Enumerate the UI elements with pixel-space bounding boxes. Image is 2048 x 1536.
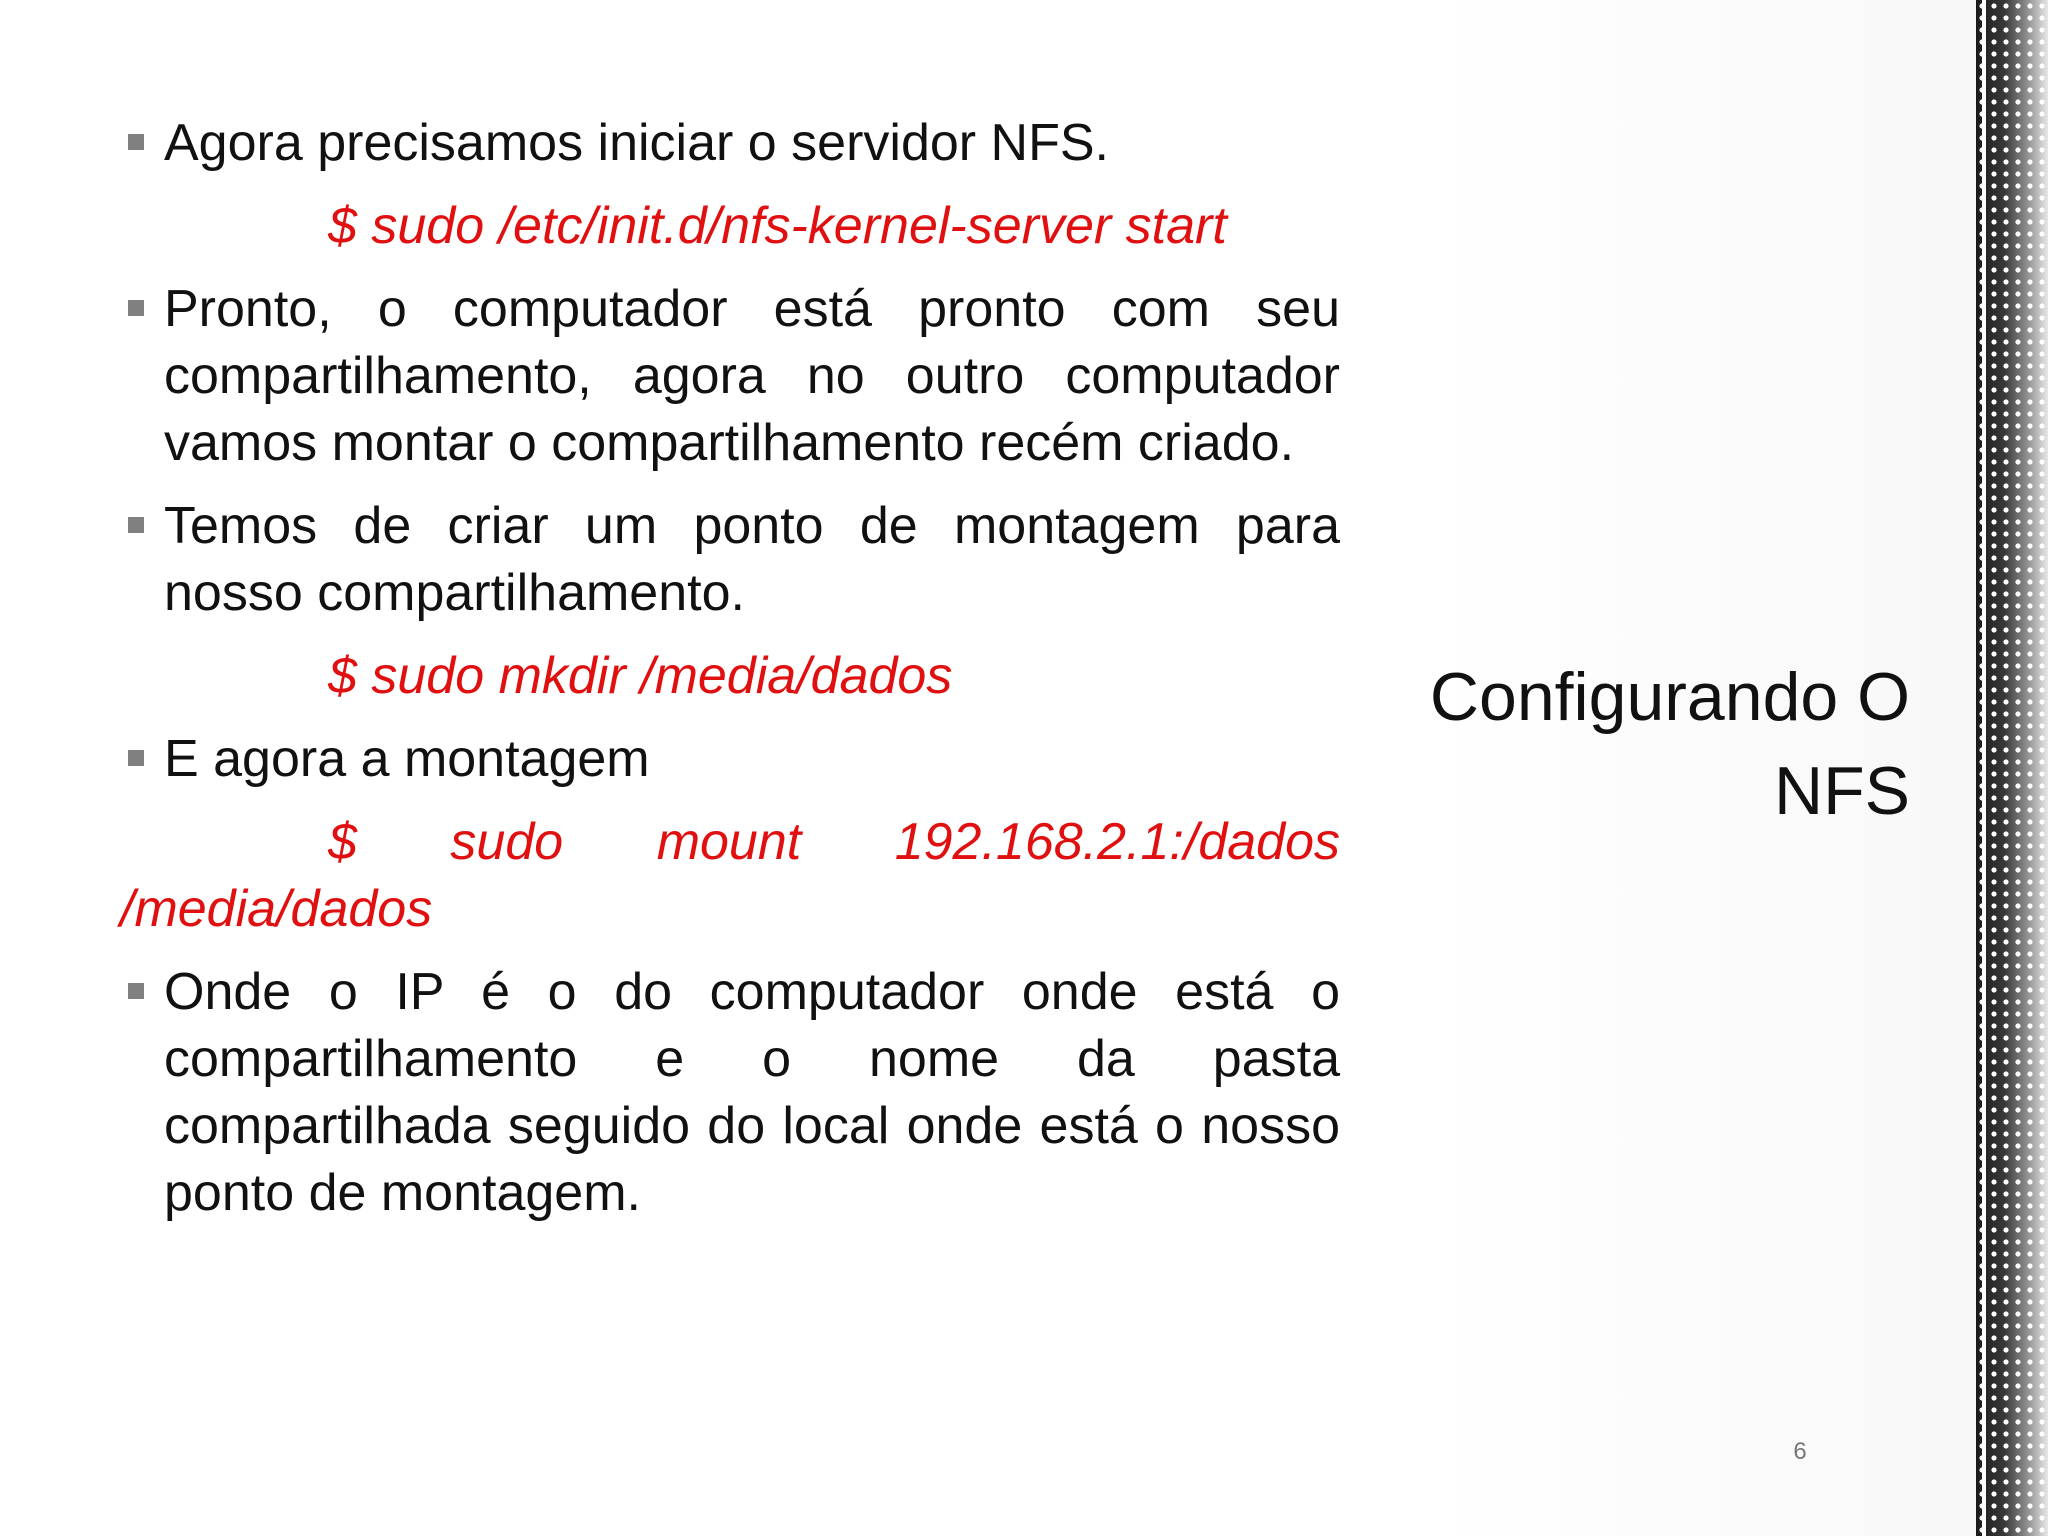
square-bullet-icon bbox=[128, 300, 144, 316]
command-start-server: $ sudo /etc/init.d/nfs-kernel-server start bbox=[328, 197, 1227, 255]
bullet-text: E agora a montagem bbox=[164, 730, 650, 788]
bullet-text: Onde o IP é o do computador onde está o compartilhamento e o nome da pasta compartilhada seguido do local onde está o nosso ponto de montagem. bbox=[164, 963, 1340, 1222]
bullet-item bbox=[120, 726, 1340, 793]
square-bullet-icon bbox=[128, 750, 144, 766]
square-bullet-icon bbox=[128, 517, 144, 533]
slide-title: Configurando O NFS bbox=[1429, 659, 1910, 829]
command-mount-line2: /media/dados bbox=[120, 880, 433, 938]
bullet-text: Agora precisamos iniciar o servidor NFS. bbox=[164, 114, 1109, 172]
square-bullet-icon bbox=[128, 134, 144, 150]
page-number: 6 bbox=[1793, 1438, 1807, 1465]
bullet-item bbox=[120, 493, 1340, 627]
square-bullet-icon bbox=[128, 983, 144, 999]
bullet-item bbox=[120, 959, 1340, 1227]
bullet-item bbox=[120, 110, 1340, 177]
decorative-edge-strip bbox=[1976, 0, 2048, 1536]
command-mkdir: $ sudo mkdir /media/dados bbox=[328, 647, 953, 705]
slide-body bbox=[120, 110, 1340, 1227]
bullet-item bbox=[120, 276, 1340, 477]
bullet-text: Pronto, o computador está pronto com seu compartilhamento, agora no outro computador vamos montar o compartilhamento recém criado. bbox=[164, 280, 1340, 472]
decorative-edge-line bbox=[1982, 0, 1986, 1536]
bullet-text: Temos de criar um ponto de montagem para nosso compartilhamento. bbox=[164, 497, 1340, 622]
command-mount-line1: $ sudo mount 192.168.2.1:/dados bbox=[328, 813, 1340, 871]
